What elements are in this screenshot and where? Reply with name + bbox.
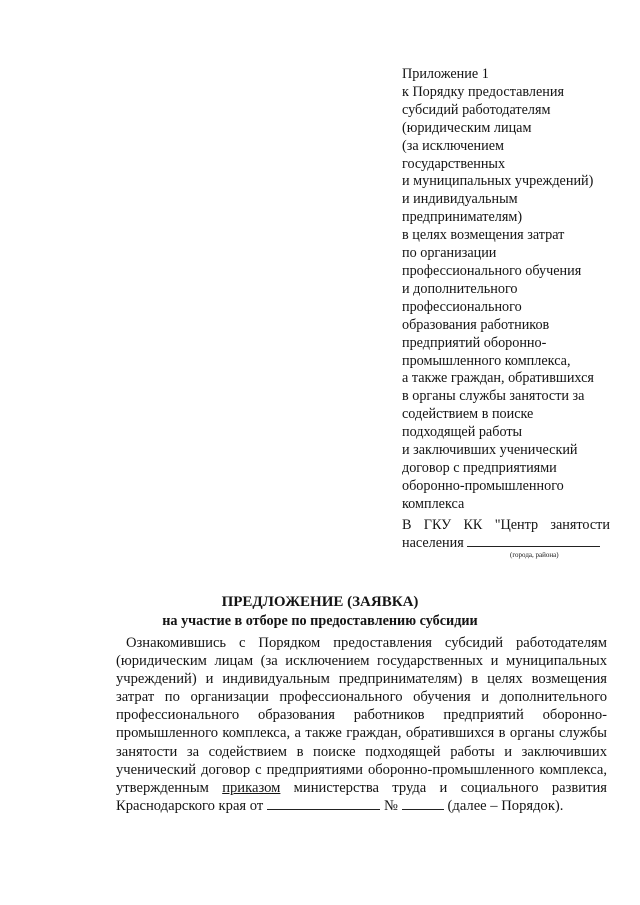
addressee-block — [402, 516, 610, 552]
appendix-line: к Порядку предоставления — [402, 83, 564, 100]
appendix-line: в целях возмещения затрат — [402, 227, 565, 244]
city-hint: (города, района) — [510, 551, 559, 559]
body-line: занятости за содействием в поиске подходящей работы и заключивших — [116, 743, 607, 760]
addressee-word: занятости — [550, 517, 610, 533]
body-line: промышленного комплекса, а также граждан, обратившихся в органы службы — [116, 725, 607, 742]
addressee-word: "Центр — [494, 517, 539, 533]
appendix-line: (юридическим лицам — [402, 119, 532, 136]
body-line — [116, 797, 607, 815]
body-word: утвержденным — [116, 779, 209, 796]
body-line: Ознакомившись с Порядком предоставления субсидий работодателям — [126, 635, 607, 651]
appendix-line: предпринимателям) — [402, 209, 523, 226]
number-blank-field — [402, 797, 444, 810]
appendix-line: промышленного комплекса, — [402, 352, 571, 369]
city-blank-field — [467, 534, 600, 547]
appendix-line: предприятий оборонно- — [402, 334, 547, 351]
addressee-population-label: населения — [402, 535, 464, 551]
appendix-line: подходящей работы — [402, 424, 523, 441]
body-word-underlined: приказом — [222, 779, 281, 796]
body-line — [116, 779, 607, 797]
body-line: учреждений) и индивидуальным предпринимателям) в целях возмещения — [116, 671, 607, 688]
body-words: (далее – Порядок). — [447, 797, 564, 814]
appendix-line: и заключивших ученический — [402, 442, 578, 459]
appendix-line: оборонно-промышленного — [402, 477, 564, 494]
date-blank-field — [267, 797, 380, 810]
appendix-line: субсидий работодателям — [402, 101, 551, 118]
appendix-line: в органы службы занятости за — [402, 388, 585, 405]
number-sign: № — [383, 797, 398, 814]
appendix-line: образования работников — [402, 316, 550, 333]
body-words: министерства труда и социального развития — [293, 779, 607, 796]
body-words: Краснодарского края от — [116, 797, 264, 814]
appendix-line: государственных — [402, 155, 506, 172]
appendix-line: Приложение 1 — [402, 66, 489, 82]
addressee-word: КК — [463, 517, 483, 533]
body-paragraph — [116, 634, 607, 815]
appendix-line: и индивидуальным — [402, 191, 518, 208]
addressee-word: ГКУ — [423, 517, 452, 533]
appendix-line: содействием в поиске — [402, 406, 534, 423]
appendix-line: профессионального обучения — [402, 262, 582, 279]
body-line: профессионального образования работников предприятий оборонно- — [116, 707, 607, 724]
document-subtitle: на участие в отборе по предоставлению субсидии — [162, 613, 478, 629]
appendix-line: комплекса — [402, 495, 465, 512]
body-line: (юридическим лицам (за исключением государственных и муниципальных — [116, 653, 607, 670]
appendix-line: по организации — [402, 245, 497, 262]
addressee-line-1 — [402, 516, 610, 534]
addressee-word: В — [402, 517, 412, 533]
appendix-header — [402, 66, 617, 514]
appendix-line: и муниципальных учреждений) — [402, 173, 594, 190]
body-line: ученический договор с предприятиями оборонно-промышленного комплекса, — [116, 761, 607, 778]
appendix-line: и дополнительного — [402, 280, 518, 297]
appendix-line: профессионального — [402, 298, 522, 315]
document-title: ПРЕДЛОЖЕНИЕ (ЗАЯВКА) — [221, 594, 419, 610]
body-line: затрат по организации профессионального обучения и дополнительного — [116, 689, 607, 706]
appendix-line: договор с предприятиями — [402, 459, 557, 476]
appendix-line: а также граждан, обратившихся — [402, 370, 594, 387]
appendix-line: (за исключением — [402, 137, 504, 154]
addressee-line-2 — [402, 534, 610, 552]
